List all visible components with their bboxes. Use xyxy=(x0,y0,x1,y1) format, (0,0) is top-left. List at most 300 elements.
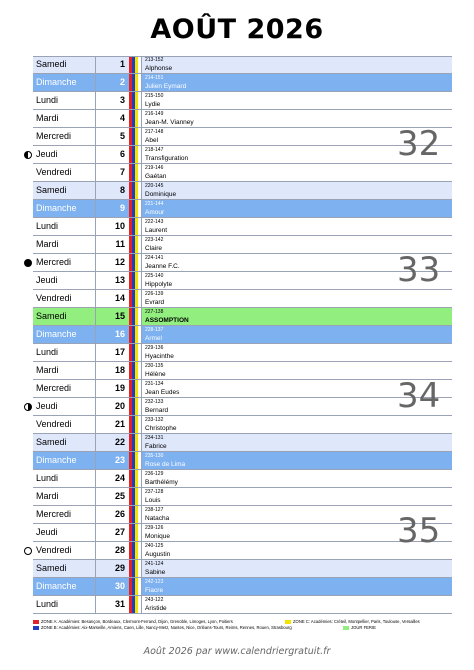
day-number-cell xyxy=(95,416,129,434)
saint-cell xyxy=(141,290,452,308)
day-name: Mardi xyxy=(36,365,59,375)
day-number: 28 xyxy=(114,545,125,555)
day-number: 11 xyxy=(115,239,125,249)
day-name-cell xyxy=(33,290,95,308)
top-border xyxy=(33,56,452,57)
day-number: 21 xyxy=(114,419,125,429)
day-name: Lundi xyxy=(36,599,59,609)
divider xyxy=(141,254,142,272)
day-number-cell xyxy=(95,254,129,272)
day-name: Lundi xyxy=(36,347,59,357)
day-number-cell xyxy=(95,164,129,182)
day-number-cell xyxy=(95,524,129,542)
day-name-cell xyxy=(33,164,95,182)
saint-name: Transfiguration xyxy=(145,155,189,162)
day-name: Mardi xyxy=(36,491,59,501)
day-number-cell xyxy=(95,128,129,146)
day-code: 216-149 xyxy=(145,111,164,117)
day-row xyxy=(33,542,452,560)
day-name-cell xyxy=(33,416,95,434)
day-number-cell xyxy=(95,200,129,218)
day-name-cell xyxy=(33,380,95,398)
day-number: 25 xyxy=(114,491,125,501)
day-row xyxy=(33,560,452,578)
moon-phase-icon xyxy=(24,259,32,267)
saint-cell xyxy=(141,596,452,614)
moon-phase-icon xyxy=(24,403,32,411)
day-name: Samedi xyxy=(36,437,67,447)
day-code: 232-133 xyxy=(145,399,164,405)
day-name-cell xyxy=(33,236,95,254)
day-name-cell xyxy=(33,506,95,524)
day-number: 4 xyxy=(119,113,125,123)
day-name-cell xyxy=(33,128,95,146)
moon-phase-icon xyxy=(24,151,32,159)
day-code: 217-148 xyxy=(145,129,164,135)
day-name: Jeudi xyxy=(36,149,58,159)
day-code: 220-145 xyxy=(145,183,164,189)
day-name-cell xyxy=(33,146,95,164)
day-row xyxy=(33,290,452,308)
saint-cell xyxy=(141,578,452,596)
day-code: 229-136 xyxy=(145,345,164,351)
divider xyxy=(141,542,142,560)
day-code: 241-124 xyxy=(145,561,164,567)
divider xyxy=(141,308,142,326)
saint-name: Evrard xyxy=(145,299,165,306)
day-number-cell xyxy=(95,470,129,488)
day-code: 224-141 xyxy=(145,255,164,261)
divider xyxy=(95,290,96,308)
day-name-cell xyxy=(33,524,95,542)
saint-name: Monique xyxy=(145,533,170,540)
day-row xyxy=(33,146,452,164)
saint-name: Gaétan xyxy=(145,173,167,180)
divider xyxy=(141,470,142,488)
saint-cell xyxy=(141,560,452,578)
day-name: Lundi xyxy=(36,221,59,231)
divider xyxy=(95,362,96,380)
divider xyxy=(141,452,142,470)
day-row xyxy=(33,398,452,416)
day-number-cell xyxy=(95,398,129,416)
day-number: 22 xyxy=(114,437,125,447)
saint-cell xyxy=(141,74,452,92)
day-number-cell xyxy=(95,92,129,110)
divider xyxy=(141,182,142,200)
divider xyxy=(141,272,142,290)
divider xyxy=(141,434,142,452)
divider xyxy=(95,452,96,470)
day-code: 226-139 xyxy=(145,291,164,297)
day-number-cell xyxy=(95,542,129,560)
day-code: 222-143 xyxy=(145,219,164,225)
day-number-cell xyxy=(95,434,129,452)
divider xyxy=(141,74,142,92)
zone-c-swatch xyxy=(285,620,291,624)
divider xyxy=(95,434,96,452)
divider xyxy=(141,560,142,578)
saint-name: Jeanne F.C. xyxy=(145,263,180,270)
day-row xyxy=(33,56,452,74)
day-number-cell xyxy=(95,218,129,236)
divider xyxy=(95,578,96,596)
day-number: 1 xyxy=(119,59,125,69)
day-number-cell xyxy=(95,326,129,344)
day-row xyxy=(33,110,452,128)
legend-zone-a: ZONE A: Académies: Besançon, Bordeaux, Clermont-Ferrand, Dijon, Grenoble, Limoges, Lyon, Poitiers xyxy=(41,619,233,624)
day-number: 8 xyxy=(119,185,125,195)
divider xyxy=(141,524,142,542)
divider xyxy=(95,110,96,128)
saint-name: Dominique xyxy=(145,191,177,198)
day-number-cell xyxy=(95,272,129,290)
saint-name: Alphonse xyxy=(145,65,173,72)
day-number: 29 xyxy=(114,563,125,573)
saint-cell xyxy=(141,326,452,344)
day-row xyxy=(33,506,452,524)
divider xyxy=(141,416,142,434)
day-number-cell xyxy=(95,344,129,362)
saint-name: Fabrice xyxy=(145,443,167,450)
day-number-cell xyxy=(95,110,129,128)
day-name: Mercredi xyxy=(36,131,72,141)
day-name-cell xyxy=(33,308,95,326)
saint-cell xyxy=(141,308,452,326)
divider xyxy=(95,128,96,146)
day-number: 12 xyxy=(114,257,125,267)
day-code: 234-131 xyxy=(145,435,164,441)
day-name: Lundi xyxy=(36,473,59,483)
day-name: Vendredi xyxy=(36,167,72,177)
day-number-cell xyxy=(95,146,129,164)
day-code: 228-137 xyxy=(145,327,164,333)
day-name-cell xyxy=(33,398,95,416)
legend xyxy=(33,619,452,633)
saint-name: Augustin xyxy=(145,551,171,558)
saint-name: Rose de Lima xyxy=(145,461,186,468)
saint-name: Amour xyxy=(145,209,165,216)
divider xyxy=(141,128,142,146)
day-name-cell xyxy=(33,434,95,452)
day-number: 30 xyxy=(114,581,125,591)
day-number: 31 xyxy=(114,599,125,609)
day-name-cell xyxy=(33,470,95,488)
divider xyxy=(141,56,142,74)
day-code: 230-135 xyxy=(145,363,164,369)
saint-name: Hélène xyxy=(145,371,166,378)
day-name-cell xyxy=(33,74,95,92)
day-code: 231-134 xyxy=(145,381,164,387)
divider xyxy=(141,344,142,362)
zone-a-swatch xyxy=(33,620,39,624)
saint-name: Bernard xyxy=(145,407,169,414)
day-row xyxy=(33,434,452,452)
divider xyxy=(95,218,96,236)
day-name: Mercredi xyxy=(36,383,72,393)
day-name-cell xyxy=(33,56,95,74)
day-number: 2 xyxy=(119,77,125,87)
day-number: 20 xyxy=(114,401,125,411)
day-number: 26 xyxy=(114,509,125,519)
day-name: Samedi xyxy=(36,185,67,195)
day-number: 5 xyxy=(119,131,125,141)
day-code: 235-130 xyxy=(145,453,164,459)
saint-name: Lydie xyxy=(145,101,161,108)
day-name-cell xyxy=(33,452,95,470)
divider xyxy=(95,200,96,218)
day-name-cell xyxy=(33,362,95,380)
divider xyxy=(141,236,142,254)
divider xyxy=(95,74,96,92)
day-name-cell xyxy=(33,218,95,236)
day-name: Dimanche xyxy=(36,581,77,591)
saint-cell xyxy=(141,218,452,236)
day-name: Dimanche xyxy=(36,329,77,339)
divider xyxy=(95,182,96,200)
day-number-cell xyxy=(95,74,129,92)
saint-cell xyxy=(141,434,452,452)
day-code: 221-144 xyxy=(145,201,164,207)
day-name-cell xyxy=(33,578,95,596)
day-name: Samedi xyxy=(36,311,67,321)
day-code: 237-128 xyxy=(145,489,164,495)
divider xyxy=(95,596,96,614)
day-number: 9 xyxy=(119,203,125,213)
day-name: Samedi xyxy=(36,563,67,573)
divider xyxy=(95,398,96,416)
day-name: Mercredi xyxy=(36,509,72,519)
day-number-cell xyxy=(95,452,129,470)
divider xyxy=(141,596,142,614)
day-row xyxy=(33,218,452,236)
day-name-cell xyxy=(33,110,95,128)
day-name-cell xyxy=(33,488,95,506)
saint-cell xyxy=(141,164,452,182)
day-code: 238-127 xyxy=(145,507,164,513)
saint-name: Laurent xyxy=(145,227,168,234)
day-row xyxy=(33,164,452,182)
day-code: 236-129 xyxy=(145,471,164,477)
saint-cell xyxy=(141,470,452,488)
day-name-cell xyxy=(33,254,95,272)
divider xyxy=(95,416,96,434)
day-code: 223-142 xyxy=(145,237,164,243)
day-name-cell xyxy=(33,596,95,614)
day-name: Mardi xyxy=(36,239,59,249)
saint-name: Jean Eudes xyxy=(145,389,180,396)
saint-cell xyxy=(141,200,452,218)
day-code: 225-140 xyxy=(145,273,164,279)
divider xyxy=(141,578,142,596)
day-row xyxy=(33,344,452,362)
saint-name: Abel xyxy=(145,137,159,144)
day-number: 15 xyxy=(114,311,125,321)
day-name: Vendredi xyxy=(36,419,72,429)
day-row xyxy=(33,416,452,434)
day-code: 242-123 xyxy=(145,579,164,585)
day-number-cell xyxy=(95,308,129,326)
day-row xyxy=(33,236,452,254)
divider xyxy=(95,560,96,578)
page-title: AOÛT 2026 xyxy=(150,14,324,45)
day-code: 233-132 xyxy=(145,417,164,423)
divider xyxy=(141,380,142,398)
day-code: 227-138 xyxy=(145,309,164,315)
divider xyxy=(95,272,96,290)
day-row xyxy=(33,74,452,92)
saint-name: Fiacre xyxy=(145,587,164,594)
saint-cell xyxy=(141,92,452,110)
day-code: 213-152 xyxy=(145,57,164,63)
day-row xyxy=(33,488,452,506)
divider xyxy=(141,488,142,506)
divider xyxy=(95,56,96,74)
divider xyxy=(141,92,142,110)
day-name-cell xyxy=(33,560,95,578)
day-row xyxy=(33,272,452,290)
day-name-cell xyxy=(33,542,95,560)
day-number: 13 xyxy=(114,275,125,285)
saint-name: Aristide xyxy=(145,605,167,612)
saint-name: Louis xyxy=(145,497,161,504)
day-row xyxy=(33,362,452,380)
saint-name: Hippolyte xyxy=(145,281,173,288)
day-row xyxy=(33,596,452,614)
day-name-cell xyxy=(33,272,95,290)
saint-cell xyxy=(141,182,452,200)
day-code: 243-122 xyxy=(145,597,164,603)
day-name-cell xyxy=(33,182,95,200)
day-row xyxy=(33,452,452,470)
day-code: 239-126 xyxy=(145,525,164,531)
day-name: Mardi xyxy=(36,113,59,123)
day-number: 23 xyxy=(114,455,125,465)
day-row xyxy=(33,380,452,398)
day-number-cell xyxy=(95,578,129,596)
day-number-cell xyxy=(95,488,129,506)
saint-cell xyxy=(141,416,452,434)
day-number: 6 xyxy=(119,149,125,159)
saint-name: Hyacinthe xyxy=(145,353,174,360)
day-number: 14 xyxy=(114,293,125,303)
day-number-cell xyxy=(95,290,129,308)
row-line xyxy=(33,613,452,614)
divider xyxy=(95,92,96,110)
day-name: Vendredi xyxy=(36,545,72,555)
day-row xyxy=(33,92,452,110)
day-number: 3 xyxy=(119,95,125,105)
day-row xyxy=(33,254,452,272)
divider xyxy=(95,326,96,344)
divider xyxy=(95,524,96,542)
divider xyxy=(141,200,142,218)
divider xyxy=(95,506,96,524)
day-number: 17 xyxy=(114,347,125,357)
divider xyxy=(95,380,96,398)
divider xyxy=(95,308,96,326)
day-code: 219-146 xyxy=(145,165,164,171)
saint-name: Julien Eymard xyxy=(145,83,187,90)
divider xyxy=(95,344,96,362)
day-code: 215-150 xyxy=(145,93,164,99)
day-number-cell xyxy=(95,362,129,380)
divider xyxy=(141,146,142,164)
day-code: 240-125 xyxy=(145,543,164,549)
legend-holiday: JOUR FERIE xyxy=(351,625,376,630)
day-number-cell xyxy=(95,560,129,578)
divider xyxy=(95,254,96,272)
divider xyxy=(95,470,96,488)
divider xyxy=(141,506,142,524)
day-row xyxy=(33,578,452,596)
day-number: 24 xyxy=(114,473,125,483)
day-name: Dimanche xyxy=(36,77,77,87)
day-number: 18 xyxy=(114,365,125,375)
day-row xyxy=(33,524,452,542)
day-row xyxy=(33,182,452,200)
day-code: 214-151 xyxy=(145,75,164,81)
saint-name: Claire xyxy=(145,245,162,252)
day-number: 19 xyxy=(114,383,125,393)
legend-zone-b: ZONE B: Académies: Aix-Marseille, Amiens, Caen, Lille, Nancy-Metz, Nantes, Nice, Orléans-Tours, Reims, Rennes, Rouen, Strasbourg xyxy=(41,625,292,630)
week-number: 34 xyxy=(397,376,441,416)
day-number-cell xyxy=(95,506,129,524)
day-number: 10 xyxy=(114,221,125,231)
day-number-cell xyxy=(95,596,129,614)
day-name-cell xyxy=(33,200,95,218)
day-name-cell xyxy=(33,92,95,110)
day-number-cell xyxy=(95,380,129,398)
saint-name: Sabine xyxy=(145,569,166,576)
day-name: Dimanche xyxy=(36,203,77,213)
week-number: 33 xyxy=(397,250,441,290)
day-name: Samedi xyxy=(36,59,67,69)
saint-cell xyxy=(141,56,452,74)
day-number: 27 xyxy=(114,527,125,537)
day-number: 7 xyxy=(119,167,125,177)
moon-phase-icon xyxy=(24,547,32,555)
divider xyxy=(95,542,96,560)
divider xyxy=(95,164,96,182)
week-number: 32 xyxy=(397,124,441,164)
divider xyxy=(141,290,142,308)
day-name: Lundi xyxy=(36,95,59,105)
divider xyxy=(141,164,142,182)
day-number: 16 xyxy=(114,329,125,339)
divider xyxy=(95,488,96,506)
legend-zone-c: ZONE C: Académies: Créteil, Montpellier, Paris, Toulouse, Versailles xyxy=(293,619,420,624)
day-name-cell xyxy=(33,344,95,362)
day-name: Jeudi xyxy=(36,527,58,537)
day-row xyxy=(33,128,452,146)
divider xyxy=(141,110,142,128)
divider xyxy=(141,218,142,236)
day-row xyxy=(33,326,452,344)
saint-cell xyxy=(141,344,452,362)
day-name: Jeudi xyxy=(36,275,58,285)
divider xyxy=(141,326,142,344)
holiday-swatch xyxy=(343,626,349,630)
day-name: Mercredi xyxy=(36,257,72,267)
day-name-cell xyxy=(33,326,95,344)
zone-b-swatch xyxy=(33,626,39,630)
week-number: 35 xyxy=(397,511,441,551)
day-name: Jeudi xyxy=(36,401,58,411)
day-name: Vendredi xyxy=(36,293,72,303)
day-code: 218-147 xyxy=(145,147,164,153)
day-name: Dimanche xyxy=(36,455,77,465)
